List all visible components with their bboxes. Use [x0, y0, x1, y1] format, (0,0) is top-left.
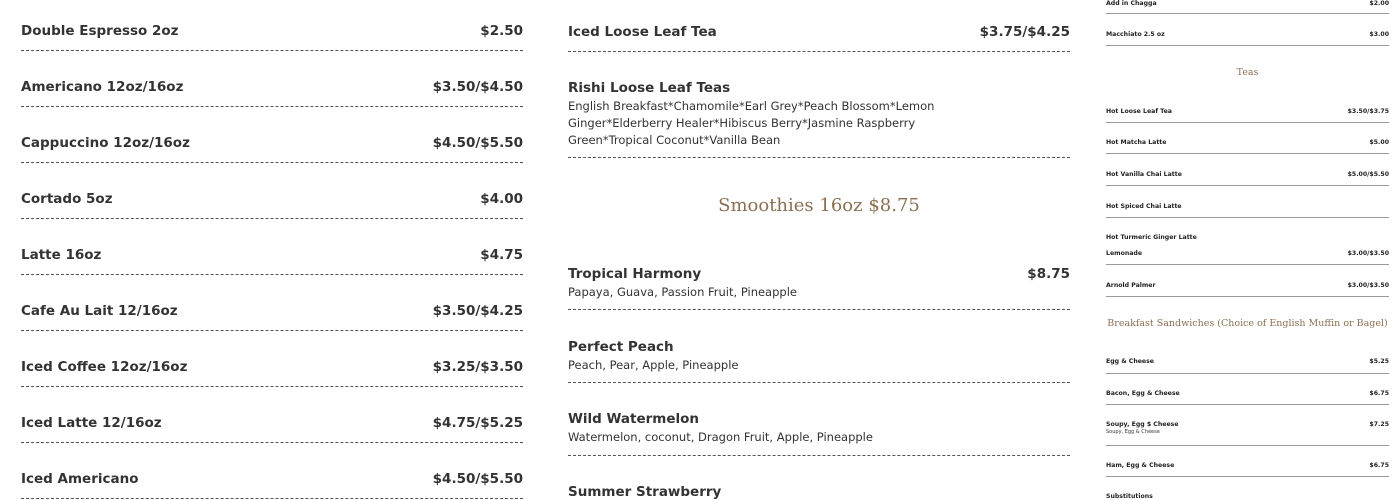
item-price: $3.00/$3.50	[1347, 250, 1389, 257]
menu-item	[1106, 234, 1389, 244]
menu-item	[1106, 421, 1389, 446]
menu-item	[21, 135, 523, 163]
menu-item	[1106, 390, 1389, 405]
menu-item	[1106, 31, 1389, 46]
item-price: $5.00	[1369, 139, 1389, 146]
item-name: Cortado 5oz	[21, 191, 113, 207]
item-price: $6.75	[1369, 390, 1389, 397]
item-name: Iced Coffee 12oz/16oz	[21, 359, 188, 375]
item-name: Hot Matcha Latte	[1106, 139, 1167, 146]
item-name: Arnold Palmer	[1106, 282, 1156, 289]
item-price: $3.50/$3.75	[1347, 108, 1389, 115]
item-name: Bacon, Egg & Cheese	[1106, 390, 1180, 397]
menu-item	[1106, 171, 1389, 186]
item-name: Latte 16oz	[21, 247, 102, 263]
item-price: $2.00	[1369, 0, 1389, 7]
item-price: $4.75/$5.25	[432, 415, 523, 431]
teas-heading: Teas	[1236, 67, 1259, 78]
item-price: $4.75	[480, 247, 523, 263]
item-price: $3.25/$3.50	[432, 359, 523, 375]
menu-item	[568, 339, 1070, 383]
item-price: $3.50/$4.25	[432, 303, 523, 319]
item-description: English Breakfast*Chamomile*Earl Grey*Peach Blossom*Lemon Ginger*Elderberry Healer*Hibiscus Berry*Jasmine Raspberry Green*Tropical Coconut*Vanilla Bean	[568, 99, 935, 147]
item-name: Double Espresso 2oz	[21, 23, 179, 39]
menu-item	[1106, 0, 1389, 14]
item-name: Hot Vanilla Chai Latte	[1106, 171, 1182, 178]
item-name: Macchiato 2.5 oz	[1106, 31, 1165, 38]
menu-item	[1106, 203, 1389, 218]
item-name: Iced Latte 12/16oz	[21, 415, 162, 431]
item-price: $2.50	[480, 23, 523, 39]
item-price: $5.25	[1369, 358, 1389, 365]
menu-item	[1106, 493, 1389, 500]
item-price: $8.75	[1027, 266, 1070, 282]
item-price: $4.50/$5.50	[432, 471, 523, 487]
item-name: Soupy, Egg $ Cheese	[1106, 421, 1179, 428]
menu-item	[1106, 462, 1389, 477]
item-description: Papaya, Guava, Passion Fruit, Pineapple	[568, 285, 797, 299]
item-name: Perfect Peach	[568, 339, 674, 355]
item-name: Add in Chagga	[1106, 0, 1157, 7]
menu-item	[1106, 139, 1389, 154]
item-name: Substitutions	[1106, 493, 1153, 500]
item-name: Cappuccino 12oz/16oz	[21, 135, 190, 151]
menu-item	[1106, 282, 1389, 297]
menu-item	[568, 24, 1070, 52]
item-price: $3.50/$4.50	[432, 79, 523, 95]
item-name: Cafe Au Lait 12/16oz	[21, 303, 178, 319]
menu-item	[21, 79, 523, 107]
item-name: Ham, Egg & Cheese	[1106, 462, 1175, 469]
menu-item	[21, 359, 523, 387]
item-price: $5.00/$5.50	[1347, 171, 1389, 178]
item-name: Iced Loose Leaf Tea	[568, 24, 717, 40]
item-price: $6.75	[1369, 462, 1389, 469]
item-description: Watermelon, coconut, Dragon Fruit, Apple, Pineapple	[568, 430, 873, 444]
item-description: Peach, Pear, Apple, Pineapple	[568, 358, 739, 372]
menu-item	[21, 23, 523, 51]
item-name: Egg & Cheese	[1106, 358, 1155, 365]
menu-item	[568, 80, 1070, 158]
menu-item	[568, 411, 1070, 456]
menu-item	[21, 415, 523, 443]
item-name: Rishi Loose Leaf Teas	[568, 80, 731, 96]
menu-item	[1106, 250, 1389, 265]
item-price: $7.25	[1369, 421, 1389, 428]
item-subtext: Soupy, Egg & Cheese	[1106, 429, 1160, 435]
item-name: Iced Americano	[21, 471, 139, 487]
item-price: $3.75/$4.25	[979, 24, 1070, 40]
menu-item	[21, 471, 523, 499]
item-name: Lemonade	[1106, 250, 1143, 257]
breakfast-heading: Breakfast Sandwiches (Choice of English Muffin or Bagel)	[1107, 318, 1388, 329]
smoothies-heading: Smoothies 16oz $8.75	[718, 195, 920, 216]
menu-item	[568, 484, 1070, 500]
menu-item	[1106, 108, 1389, 123]
item-name: Hot Loose Leaf Tea	[1106, 108, 1172, 115]
item-name: Tropical Harmony	[568, 266, 702, 282]
menu-item	[21, 303, 523, 331]
item-price: $4.50/$5.50	[432, 135, 523, 151]
item-name: Wild Watermelon	[568, 411, 700, 427]
menu-item	[1106, 358, 1389, 374]
menu-item	[21, 247, 523, 275]
item-name: Summer Strawberry	[568, 484, 722, 500]
item-name: Hot Spiced Chai Latte	[1106, 203, 1182, 210]
menu-item	[21, 191, 523, 219]
item-price: $4.00	[480, 191, 523, 207]
item-name: Hot Turmeric Ginger Latte	[1106, 234, 1197, 241]
item-price: $3.00/$3.50	[1347, 282, 1389, 289]
menu-item	[568, 266, 1070, 310]
item-name: Americano 12oz/16oz	[21, 79, 184, 95]
item-price: $3.00	[1369, 31, 1389, 38]
